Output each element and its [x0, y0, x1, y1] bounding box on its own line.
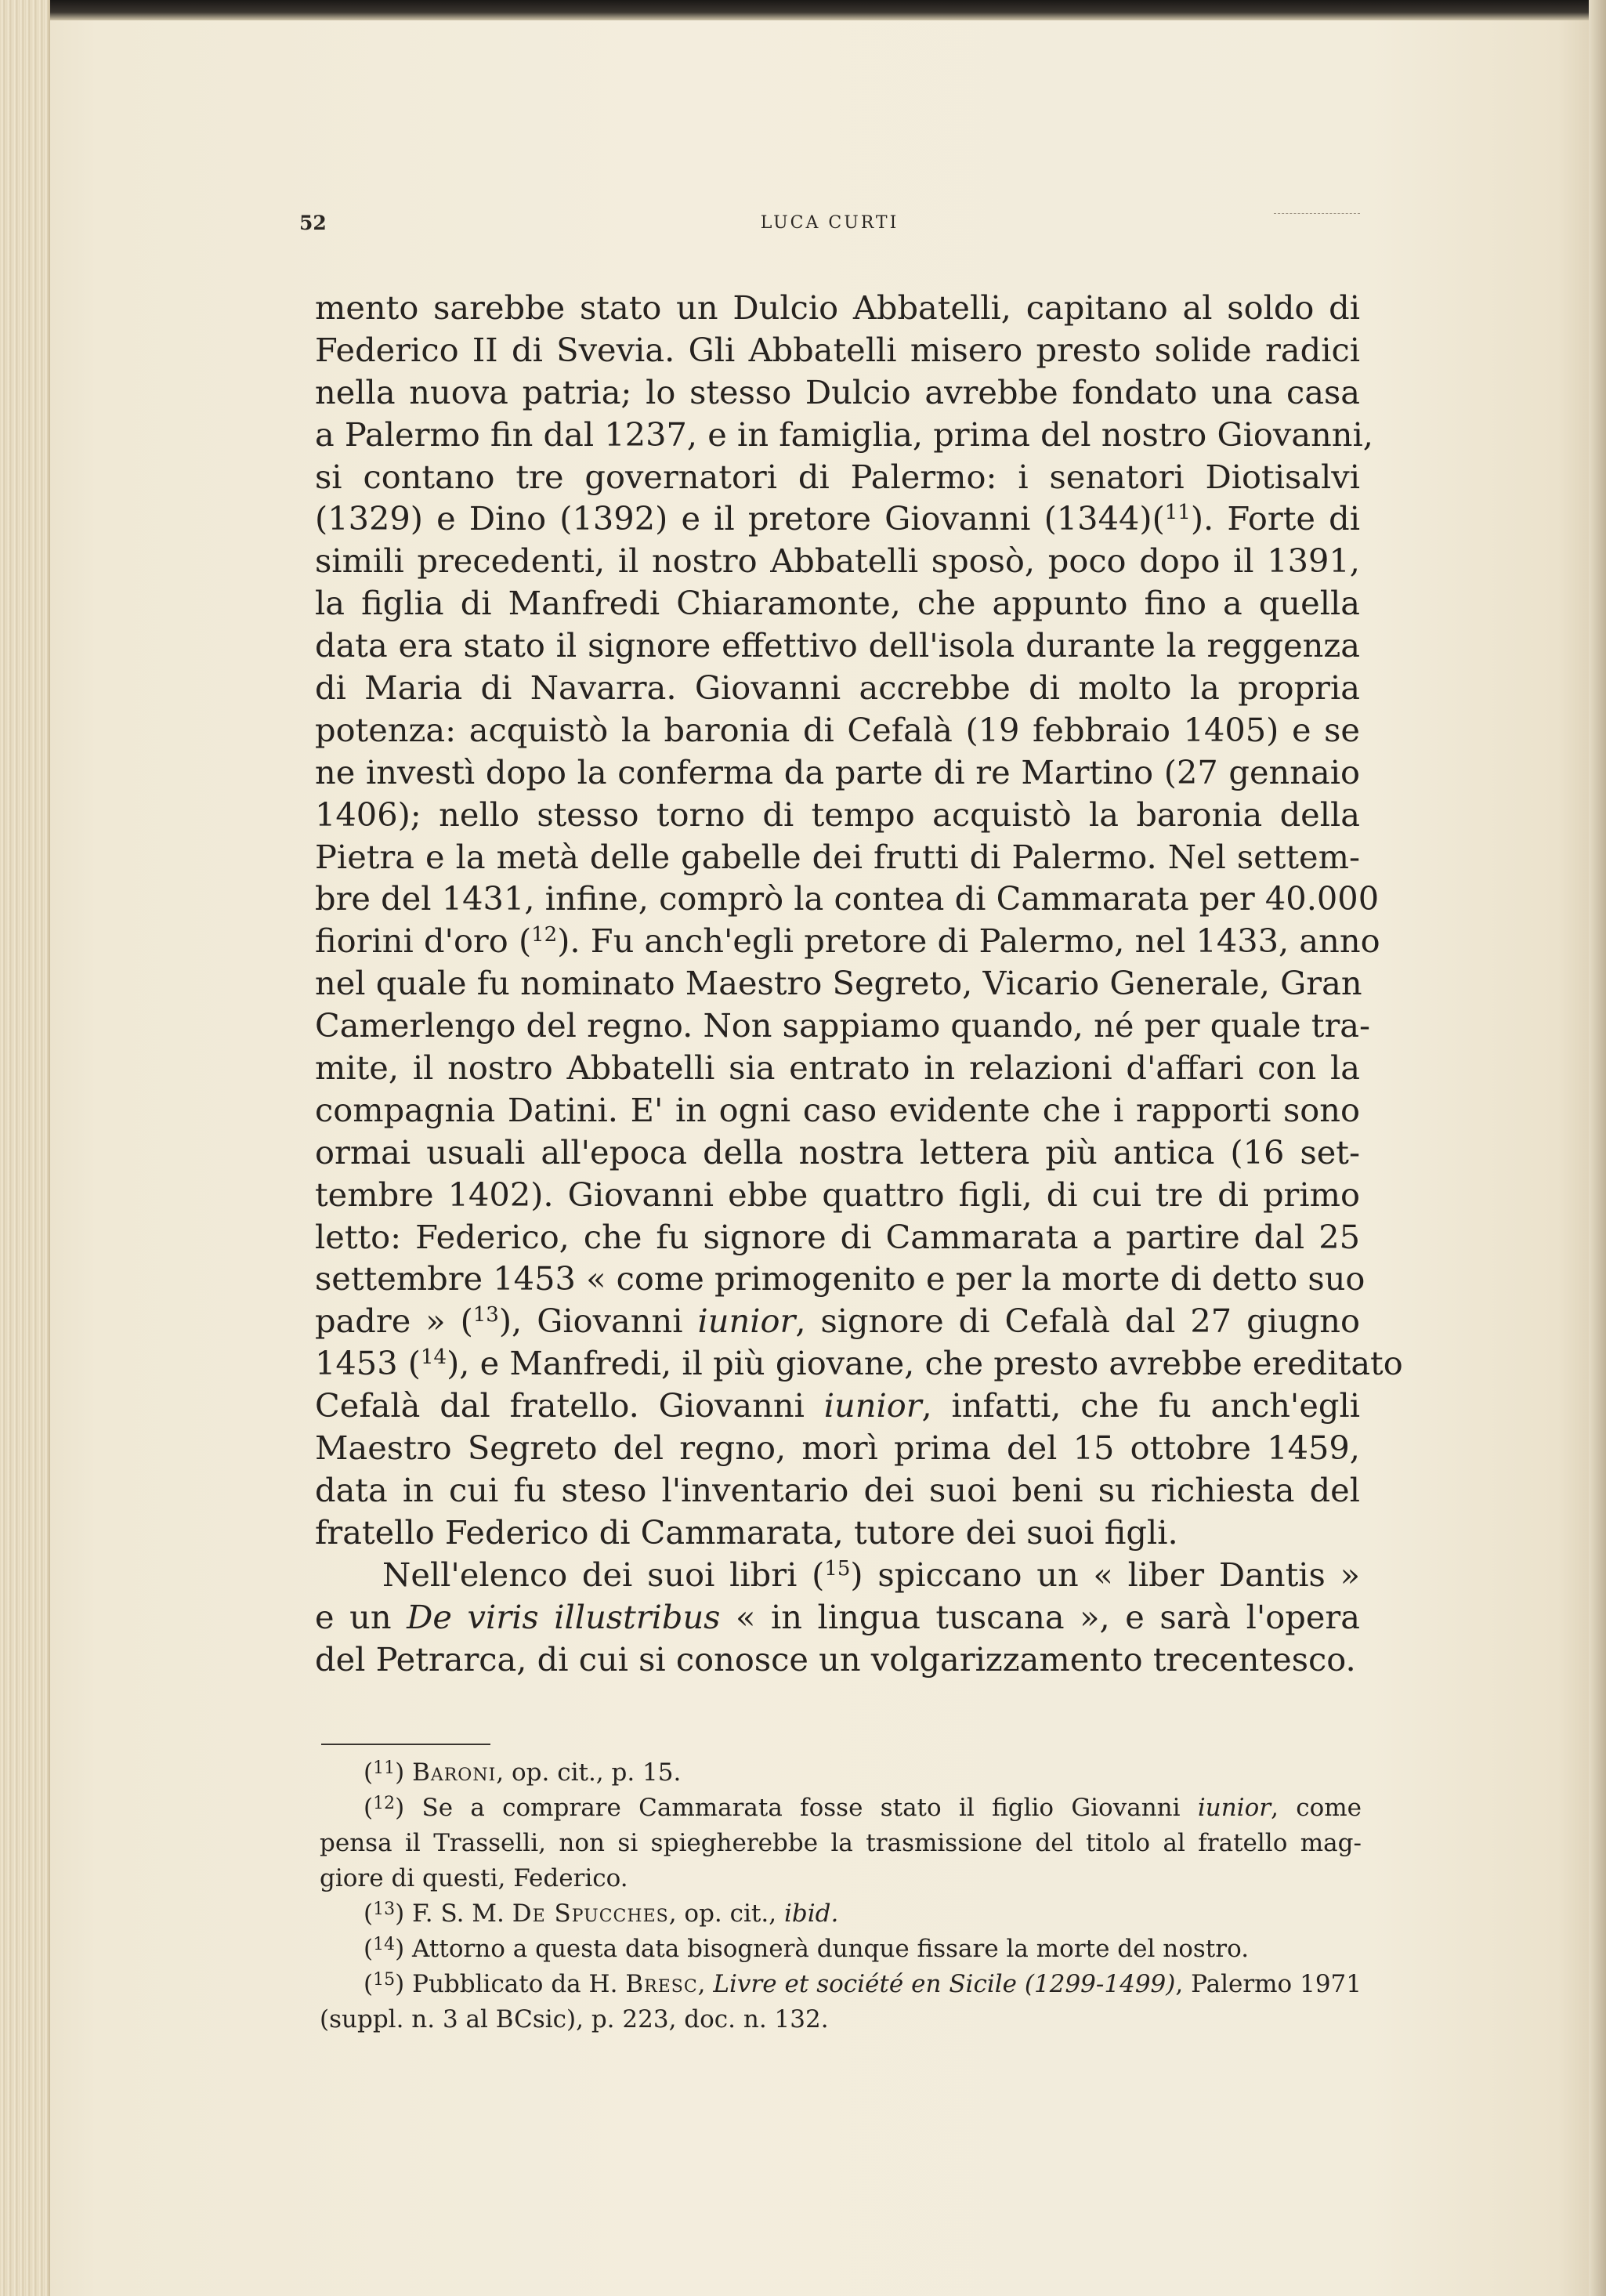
footnote: ($^{11}$) Baroni, op. cit., p. 15. — [364, 1758, 682, 1787]
body-line: e un De viris illustribus « in lingua tuscana », e sarà l'opera — [315, 1597, 1360, 1636]
body-line: di Maria di Navarra. Giovanni accrebbe di molto la propria — [315, 668, 1360, 708]
footnotes — [320, 1738, 1362, 2037]
body-line: Maestro Segreto del regno, morì prima del 15 ottobre 1459, — [315, 1429, 1360, 1468]
body-line: nella nuova patria; lo stesso Dulcio avrebbe fondato una casa — [315, 372, 1360, 411]
body-line: Federico II di Svevia. Gli Abbatelli misero presto solide radici — [315, 330, 1360, 369]
body-line: settembre 1453 « come primogenito e per la morte di detto suo — [315, 1259, 1365, 1298]
footnote: ($^{15}$) Pubblicato da H. Bresc, Livre et société en Sicile (1299-1499), Palermo 1971 (suppl. n. 3 al BCsic), p. 223, doc. n. 132. — [320, 1970, 1362, 2033]
book-top-edge — [0, 0, 1606, 20]
running-head — [299, 212, 1360, 243]
body-line: bre del 1431, infine, comprò la contea di Cammarata per 40.000 — [315, 879, 1380, 918]
body-line: letto: Federico, che fu signore di Cammarata a partire dal 25 — [315, 1217, 1360, 1256]
footnote: ($^{14}$) Attorno a questa data bisognerà dunque fissare la morte del nostro. — [364, 1935, 1250, 1963]
body-line: potenza: acquistò la baronia di Cefalà (19 febbraio 1405) e se — [315, 710, 1360, 749]
body-line: si contano tre governatori di Palermo: i senatori Diotisalvi — [315, 457, 1360, 496]
body-line: la figlia di Manfredi Chiaramonte, che appunto fino a quella — [315, 584, 1360, 623]
book-page-edges — [0, 0, 50, 2296]
body-line: ormai usuali all'epoca della nostra lettera più antica (16 set- — [315, 1132, 1360, 1172]
book-right-edge — [1589, 0, 1606, 2296]
body-line: tembre 1402). Giovanni ebbe quattro figli, di cui tre di primo — [315, 1175, 1360, 1214]
body-text — [315, 287, 1403, 1680]
body-line: a Palermo fin dal 1237, e in famiglia, prima del nostro Giovanni, — [315, 415, 1373, 454]
body-line: 1453 ($^{14}$), e Manfredi, il più giovane, che presto avrebbe ereditato — [315, 1344, 1403, 1383]
body-line: ne investì dopo la conferma da parte di re Martino (27 gennaio — [315, 752, 1360, 791]
body-line: Camerlengo del regno. Non sappiamo quando, né per quale tra- — [315, 1006, 1371, 1045]
body-line: simili precedenti, il nostro Abbatelli sposò, poco dopo il 1391, — [315, 541, 1360, 581]
body-line: data in cui fu steso l'inventario dei suoi beni su richiesta del — [315, 1470, 1360, 1509]
body-line: nel quale fu nominato Maestro Segreto, Vicario Generale, Gran — [315, 964, 1362, 1003]
body-line: del Petrarca, di cui si conosce un volgarizzamento trecentesco. — [315, 1639, 1356, 1679]
body-line: Pietra e la metà delle gabelle dei frutti di Palermo. Nel settem- — [315, 837, 1360, 876]
body-line: padre » ($^{13}$), Giovanni iunior, signore di Cefalà dal 27 giugno — [315, 1302, 1360, 1341]
body-line: Cefalà dal fratello. Giovanni iunior, infatti, che fu anch'egli — [315, 1386, 1360, 1425]
running-head-rule — [1274, 213, 1360, 214]
body-line: fiorini d'oro ($^{12}$). Fu anch'egli pretore di Palermo, nel 1433, anno — [315, 922, 1380, 961]
body-line: (1329) e Dino (1392) e il pretore Giovanni (1344)($^{11}$). Forte di — [315, 499, 1360, 538]
body-line: data era stato il signore effettivo dell'isola durante la reggenza — [315, 626, 1360, 665]
body-line: fratello Federico di Cammarata, tutore dei suoi figli. — [315, 1512, 1178, 1552]
footnote: ($^{13}$) F. S. M. De Spucches, op. cit., ibid. — [364, 1899, 839, 1928]
page-number: 52 — [299, 212, 327, 234]
running-head-author: LUCA CURTI — [760, 213, 899, 233]
body-line: 1406); nello stesso torno di tempo acquistò la baronia della — [315, 795, 1360, 834]
body-line: compagnia Datini. E' in ogni caso evidente che i rapporti sono — [315, 1090, 1360, 1129]
body-line: mite, il nostro Abbatelli sia entrato in relazioni d'affari con la — [315, 1048, 1360, 1088]
body-line: Nell'elenco dei suoi libri ($^{15}$) spiccano un « liber Dantis » — [382, 1555, 1360, 1594]
footnote: ($^{12}$) Se a comprare Cammarata fosse stato il figlio Giovanni iunior, come pensa il Trasselli, non si spiegherebbe la trasmissione del titolo al fratello mag- giore di questi, Federico. — [320, 1794, 1362, 1892]
body-line: mento sarebbe stato un Dulcio Abbatelli, capitano al soldo di — [315, 288, 1360, 327]
